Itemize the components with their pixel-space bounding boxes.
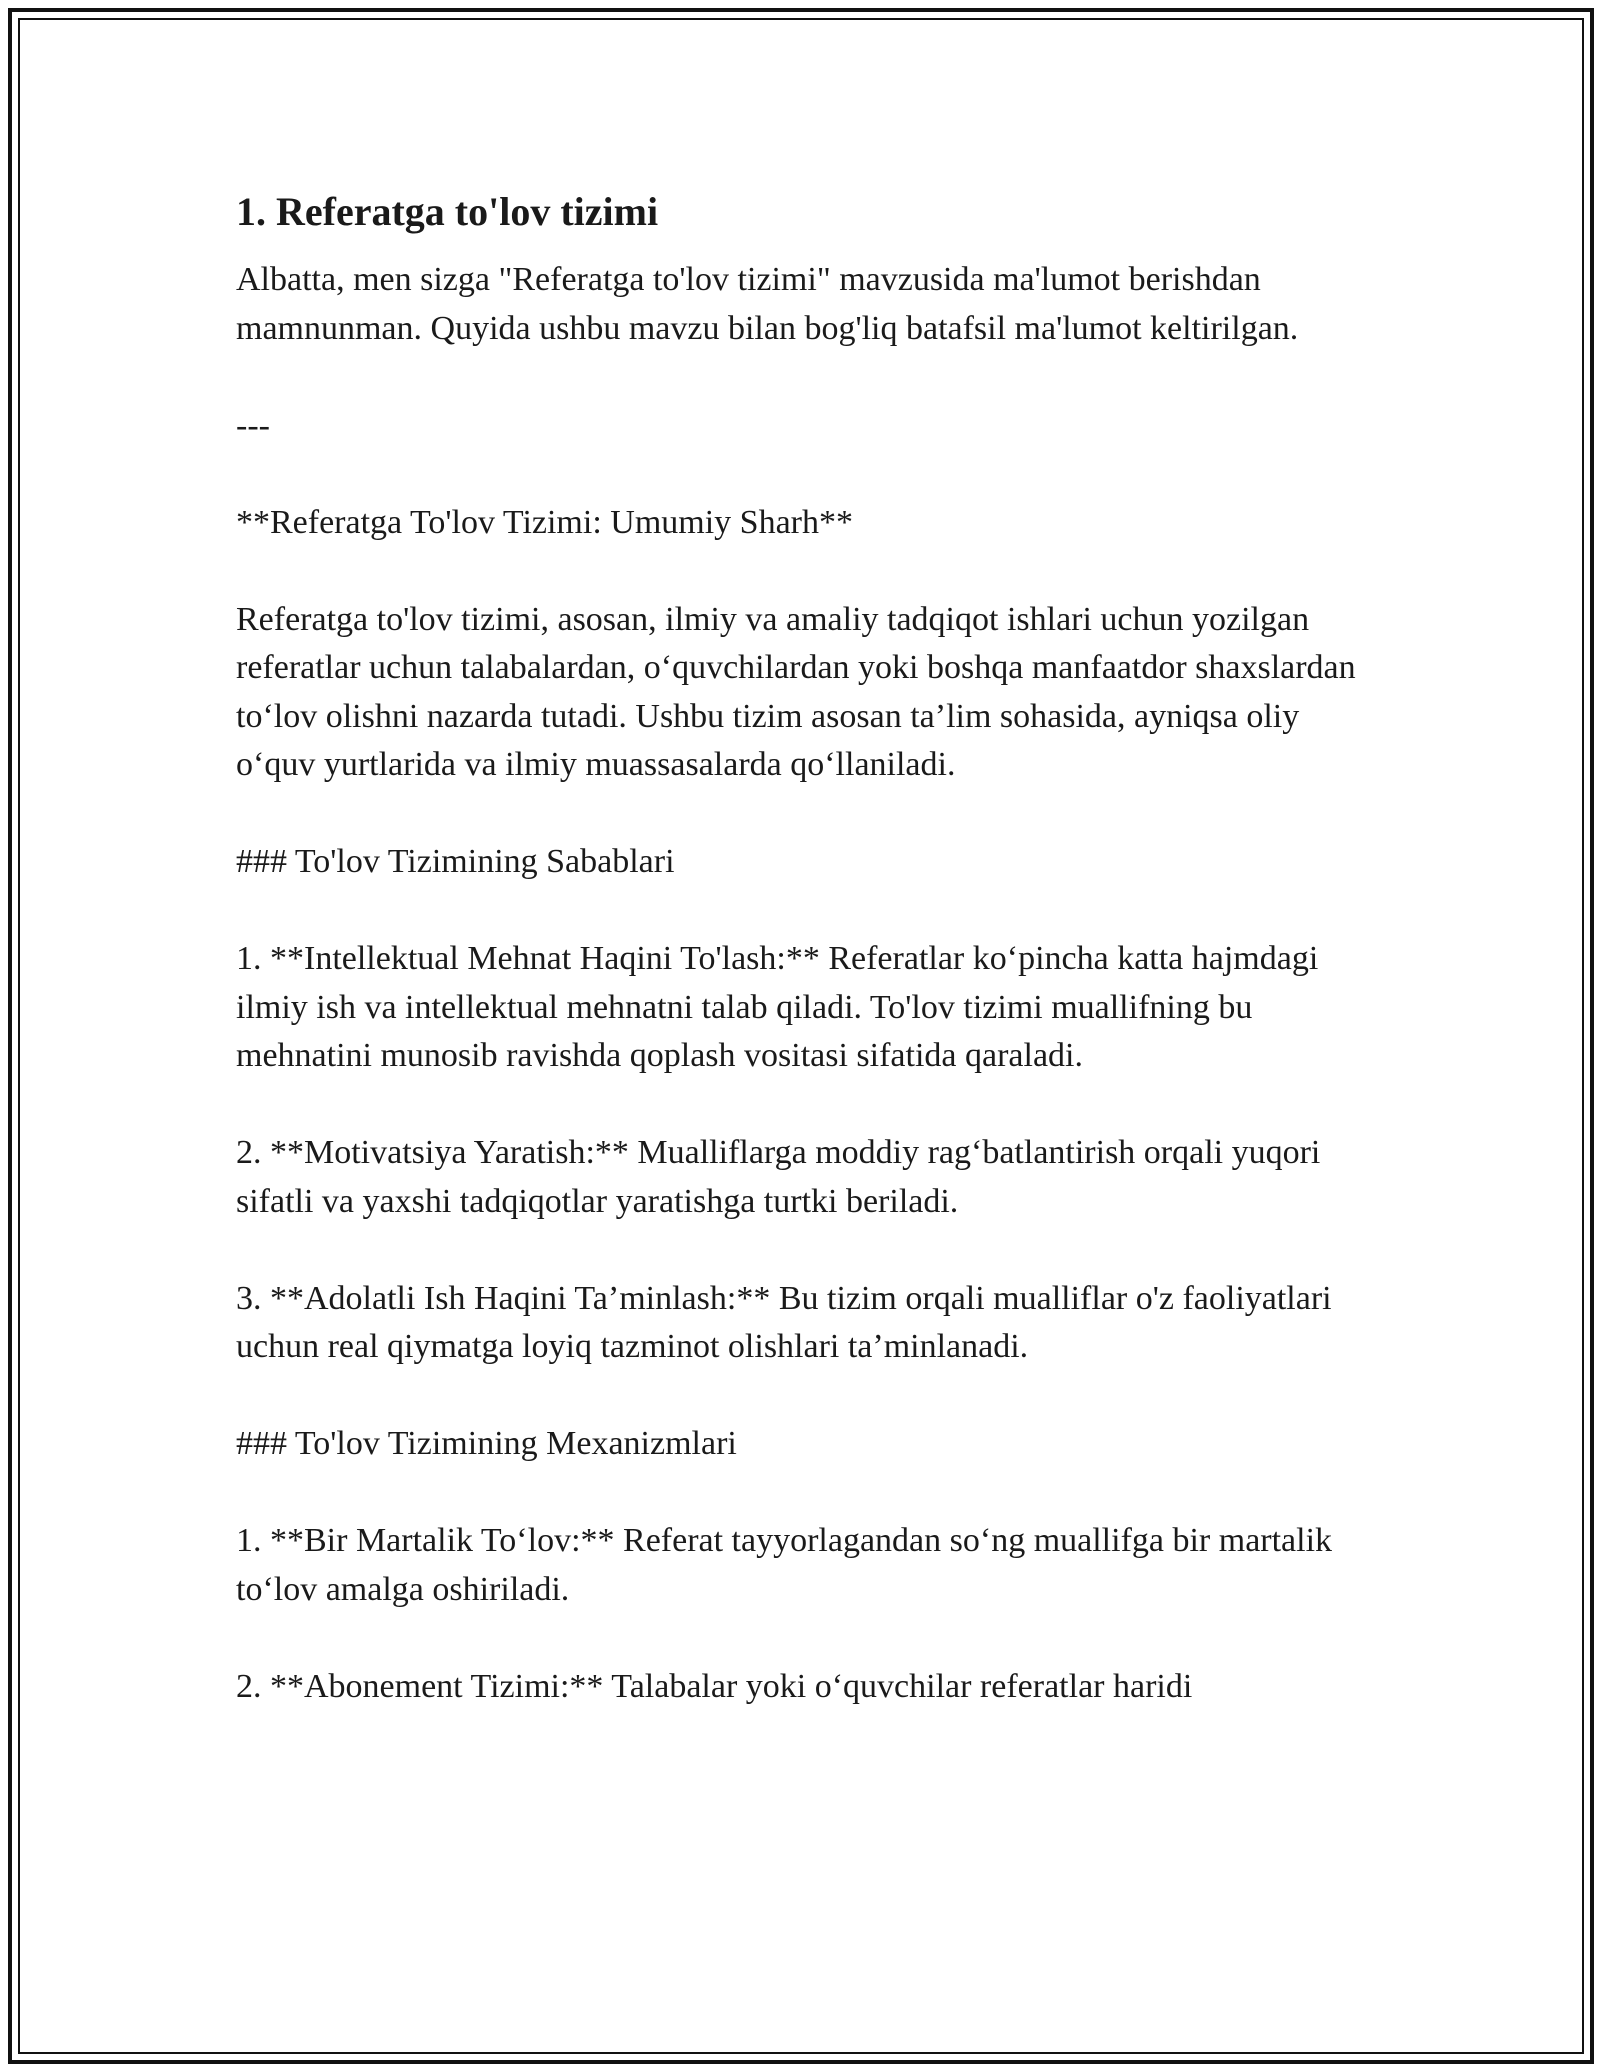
section-heading-mechanisms: ### To'lov Tizimining Mexanizmlari <box>236 1425 737 1462</box>
separator-line: --- <box>236 406 270 444</box>
mechanism-item-1: 1. **Bir Martalik To‘lov:** Referat tayyorlagandan so‘ng muallifga bir martalik to‘lov amalga oshiriladi. <box>236 1522 1333 1608</box>
mechanism-item-2: 2. **Abonement Tizimi:** Talabalar yoki o‘quvchilar referatlar haridi <box>236 1667 1193 1705</box>
reason-item-3: 3. **Adolatli Ish Haqini Ta’minlash:** Bu tizim orqali mualliflar o'z faoliyatlari uchun real qiymatga loyiq tazminot olishlari ta’minlanadi. <box>236 1279 1332 1365</box>
intro-paragraph: Albatta, men sizga "Referatga to'lov tizimi" mavzusida ma'lumot berishdan mamnunman. Quyida ushbu mavzu bilan bog'liq batafsil ma'lumot keltirilgan. <box>236 261 1299 347</box>
reason-item-2: 2. **Motivatsiya Yaratish:** Mualliflarga moddiy rag‘batlantirish orqali yuqori sifatli va yaxshi tadqiqotlar yaratishga turtki beriladi. <box>236 1134 1321 1220</box>
document-title: 1. Referatga to'lov tizimi <box>236 189 659 234</box>
document-body <box>236 186 1366 1711</box>
section-heading-overview: **Referatga To'lov Tizimi: Umumiy Sharh** <box>236 503 853 541</box>
section-heading-reasons: ### To'lov Tizimining Sabablari <box>236 843 675 880</box>
reason-item-1: 1. **Intellektual Mehnat Haqini To'lash:** Referatlar ko‘pincha katta hajmdagi ilmiy ish va intellektual mehnatni talab qiladi. To'lov tizimi muallifning bu mehnatini munosib ravishda qoplash vositasi sifatida qaraladi. <box>236 940 1319 1074</box>
overview-paragraph: Referatga to'lov tizimi, asosan, ilmiy va amaliy tadqiqot ishlari uchun yozilgan referatlar uchun talabalardan, o‘quvchilardan yoki boshqa manfaatdor shaxslardan to‘lov olishni nazarda tutadi. Ushbu tizim asosan ta’lim sohasida, ayniqsa oliy o‘quv yurtlarida va ilmiy muassasalarda qo‘llaniladi. <box>236 600 1356 783</box>
